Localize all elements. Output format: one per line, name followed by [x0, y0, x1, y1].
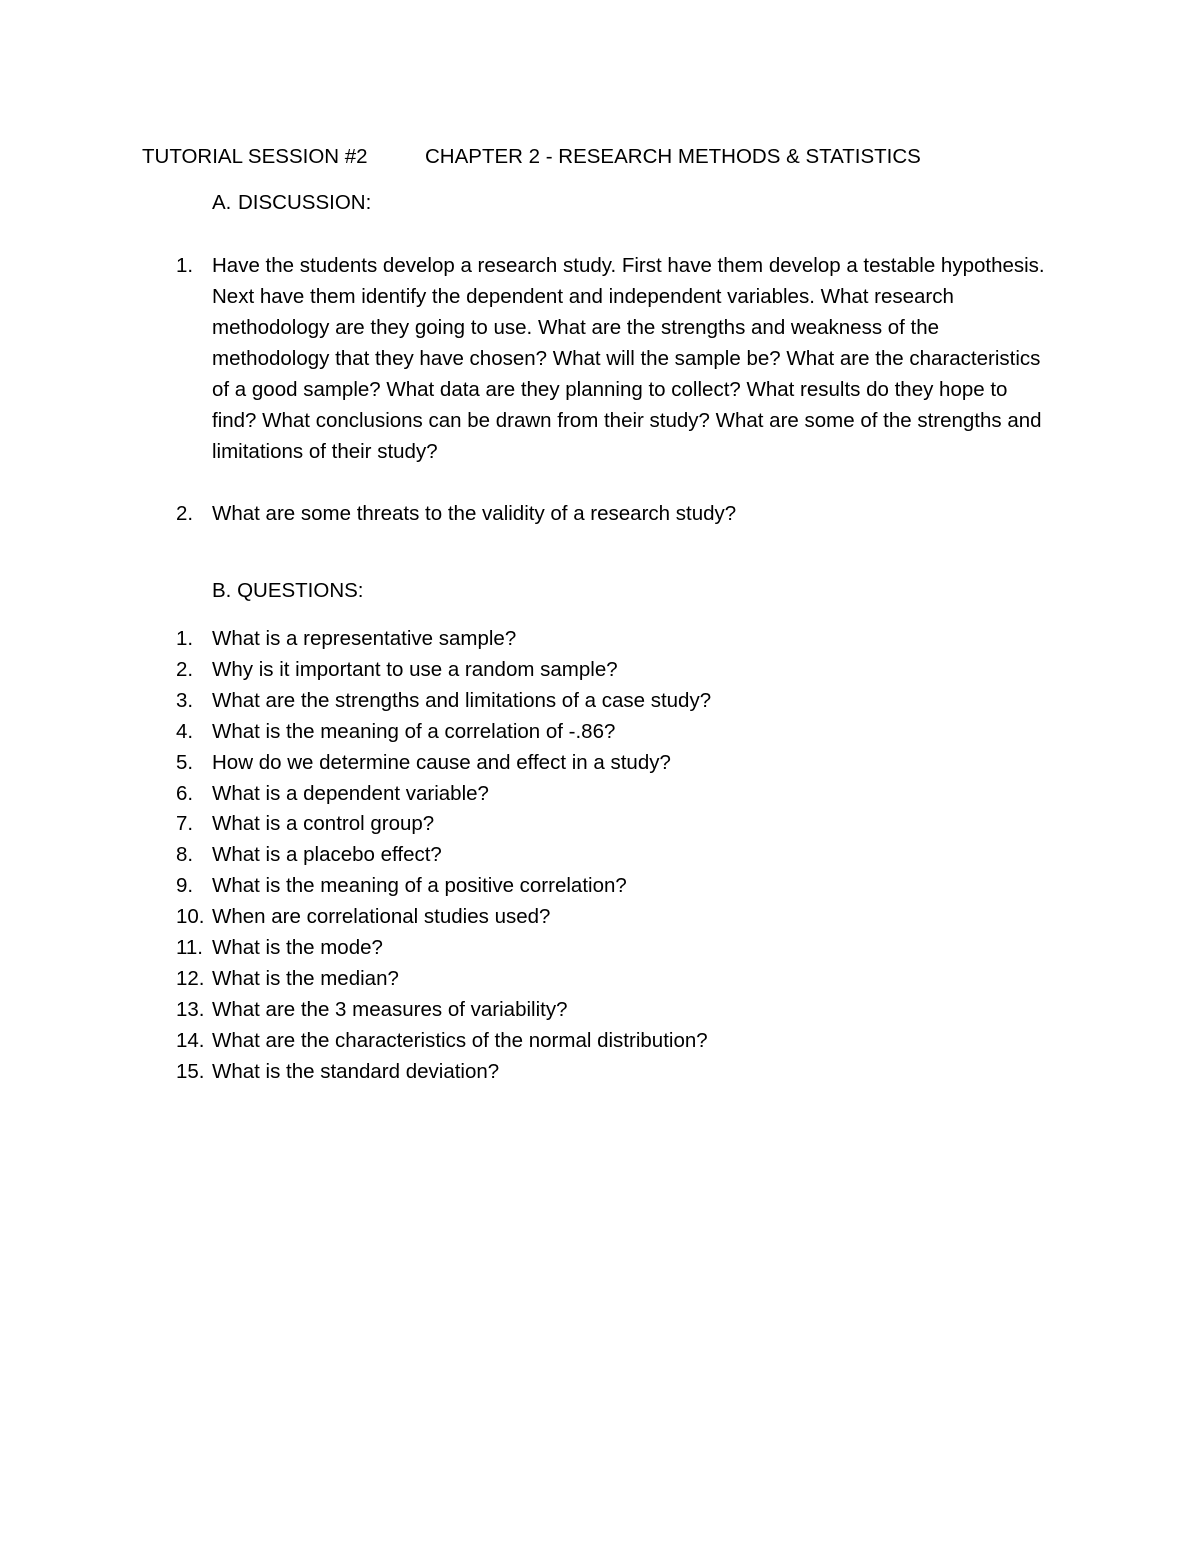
question-number: 9. — [176, 874, 194, 898]
question-number: 5. — [176, 750, 194, 774]
question-number: 14. — [176, 1028, 205, 1052]
question-text: What is a dependent variable? — [212, 781, 489, 805]
question-number: 10. — [176, 905, 205, 929]
question-text: What is a representative sample? — [212, 627, 517, 650]
question-text: What is the meaning of a positive correlation? — [212, 874, 627, 898]
question-item — [176, 995, 1056, 1026]
question-text: When are correlational studies used? — [212, 905, 551, 929]
discussion-list — [176, 250, 1056, 529]
session-title: TUTORIAL SESSION #2 — [142, 145, 368, 168]
question-text: What is the meaning of a correlation of -.86? — [212, 719, 616, 743]
question-item — [176, 871, 1056, 902]
question-number: 8. — [176, 843, 194, 867]
chapter-title: CHAPTER 2 - RESEARCH METHODS & STATISTICS — [425, 145, 921, 168]
question-item — [176, 624, 1056, 655]
question-number: 15. — [176, 1059, 205, 1083]
question-text: What are the 3 measures of variability? — [212, 997, 568, 1021]
question-number: 6. — [176, 781, 194, 805]
discussion-item — [176, 250, 1056, 467]
questions-title: B. QUESTIONS: — [212, 579, 364, 602]
question-number: 12. — [176, 966, 205, 990]
question-item — [176, 779, 1056, 810]
discussion-heading — [212, 189, 371, 217]
question-number: 3. — [176, 688, 194, 712]
question-text: Why is it important to use a random sample? — [212, 657, 618, 681]
discussion-item-number: 1. — [176, 254, 194, 277]
discussion-item-text: What are some threats to the validity of a research study? — [212, 502, 737, 525]
question-number: 4. — [176, 719, 194, 743]
question-text: What is the median? — [212, 966, 399, 990]
discussion-item — [176, 498, 1056, 529]
question-text: How do we determine cause and effect in a study? — [212, 750, 671, 774]
question-text: What are the characteristics of the normal distribution? — [212, 1028, 708, 1052]
question-item — [176, 717, 1056, 748]
question-item — [176, 748, 1056, 779]
question-item — [176, 840, 1056, 871]
question-text: What are the strengths and limitations of a case study? — [212, 688, 712, 712]
discussion-marker: A. — [212, 191, 232, 214]
questions-heading — [212, 577, 364, 605]
question-item — [176, 902, 1056, 933]
document-header — [142, 143, 1102, 171]
discussion-title: DISCUSSION: — [238, 191, 372, 214]
question-number: 13. — [176, 997, 205, 1021]
question-number: 11. — [176, 936, 203, 960]
questions-list — [176, 624, 1056, 1088]
discussion-item-text: Have the students develop a research study. First have them develop a testable hypothesis. Next have them identify the dependent and independent variables. What research methodology are they going to use. What are the strengths and weakness of the methodology that they have chosen? What will the sample be? What are the characteristics of a good sample? What data are they planning to collect? What results do they hope to find? What conclusions can be drawn from their study? What are some of the strengths and limitations of their study? — [212, 254, 1045, 463]
question-number: 2. — [176, 657, 194, 681]
question-number: 7. — [176, 812, 194, 836]
question-text: What is a control group? — [212, 812, 435, 836]
question-item — [176, 964, 1056, 995]
question-text: What is a placebo effect? — [212, 843, 442, 867]
question-text: What is the mode? — [212, 936, 383, 960]
question-item — [176, 1057, 1056, 1088]
question-item — [176, 933, 1056, 964]
question-text: What is the standard deviation? — [212, 1059, 500, 1083]
question-number: 1. — [176, 627, 194, 650]
question-item — [176, 809, 1056, 840]
discussion-item-number: 2. — [176, 502, 194, 525]
question-item — [176, 1026, 1056, 1057]
question-item — [176, 686, 1056, 717]
question-item — [176, 655, 1056, 686]
